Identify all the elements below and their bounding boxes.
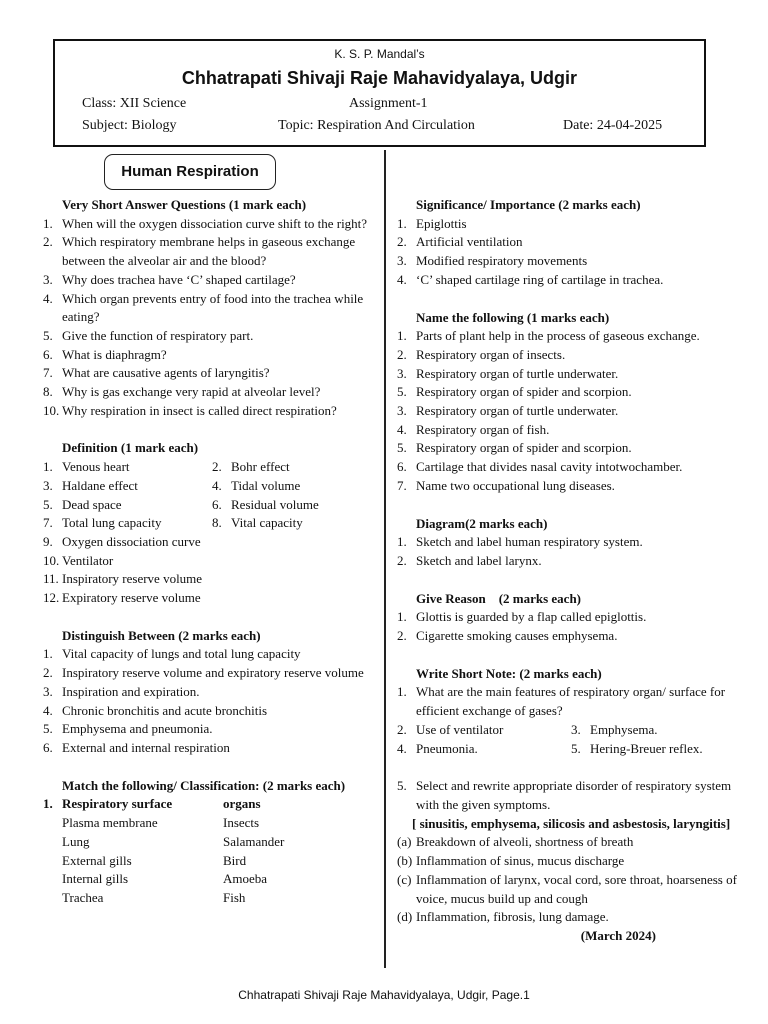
list-row: [397, 721, 737, 740]
list-row: [43, 496, 373, 515]
date-label: Date: 24-04-2025: [563, 118, 663, 133]
list-text: Haldane effect: [62, 477, 138, 493]
list-item: [43, 477, 204, 496]
definition-list: [43, 533, 373, 608]
list-item: [397, 608, 737, 627]
list-item: [397, 721, 563, 740]
list-text: Emphysema.: [590, 721, 658, 737]
list-number: (a): [397, 834, 412, 850]
list-item: [397, 365, 737, 384]
list-item: [43, 383, 373, 402]
list-number: 12.: [43, 590, 60, 606]
list-number: 2.: [397, 628, 407, 644]
list-text: Modified respiratory movements: [416, 253, 588, 269]
list-text: Cigarette smoking causes emphysema.: [416, 628, 618, 644]
list-text: Respiratory organ of turtle underwater.: [416, 403, 619, 419]
chapter-title: Human Respiration: [104, 154, 276, 190]
disorder-list: [397, 833, 737, 927]
list-text: Parts of plant help in the process of gaseous exchange.: [416, 328, 700, 344]
year-note: (March 2024): [580, 927, 656, 943]
list-item: [397, 740, 563, 759]
list-number: 2.: [212, 459, 222, 475]
list-text: ‘C’ shaped cartilage ring of cartilage in trachea.: [416, 271, 664, 287]
distinguish-list: [43, 645, 373, 757]
list-number: 2.: [397, 552, 407, 568]
list-text: Inspiration and expiration.: [62, 683, 200, 699]
list-text: Breakdown of alveoli, shortness of breath: [416, 834, 634, 850]
list-number: 1.: [43, 646, 53, 662]
list-item: [43, 364, 373, 383]
list-item: [204, 514, 373, 533]
list-text: Dead space: [62, 496, 122, 512]
list-text: Chronic bronchitis and acute bronchitis: [62, 702, 268, 718]
respiratory-surface: Lung: [62, 833, 90, 849]
list-number: 4.: [397, 271, 407, 287]
list-text: Glottis is guarded by a flap called epiglottis.: [416, 609, 647, 625]
list-text: When will the oxygen dissociation curve shift to the right?: [62, 215, 368, 231]
list-number: 8.: [43, 384, 53, 400]
list-item: [397, 421, 737, 440]
significance-list: [397, 215, 737, 290]
section-title: Definition (1 mark each): [62, 440, 199, 456]
respiratory-surface: Plasma membrane: [62, 815, 158, 831]
organism: Salamander: [223, 833, 285, 849]
list-number: 5.: [397, 384, 407, 400]
list-item: [563, 721, 737, 740]
list-number: 4.: [397, 421, 407, 437]
organism: Bird: [223, 852, 247, 868]
section-title: Give Reason (2 marks each): [416, 590, 582, 606]
list-item: [43, 739, 373, 758]
list-item: [397, 439, 737, 458]
list-number: 4.: [43, 290, 53, 306]
list-item: [43, 720, 373, 739]
list-item: [397, 552, 737, 571]
list-number: 4.: [397, 740, 407, 756]
list-item: [43, 271, 373, 290]
list-number: 1.: [397, 684, 407, 700]
list-number: 1.: [397, 534, 407, 550]
list-item: [43, 589, 373, 608]
list-text: Pneumonia.: [416, 740, 478, 756]
list-number: 5.: [571, 740, 581, 756]
list-item: [43, 664, 373, 683]
list-item: [43, 570, 373, 589]
list-item: [43, 702, 373, 721]
list-text: Oxygen dissociation curve: [62, 533, 201, 549]
match-table: [43, 814, 373, 908]
list-number: 1.: [43, 796, 53, 812]
list-number: 2.: [397, 234, 407, 250]
list-text: Which organ prevents entry of food into the trachea while eating?: [62, 290, 364, 325]
list-text: Respiratory organ of turtle underwater.: [416, 365, 619, 381]
list-item: [397, 402, 737, 421]
list-text: Respiratory organ of insects.: [416, 346, 566, 362]
respiratory-surface: Trachea: [62, 889, 104, 905]
respiratory-surface: Internal gills: [62, 871, 129, 887]
list-number: 6.: [43, 346, 53, 362]
list-text: Sketch and label human respiratory system.: [416, 534, 643, 550]
list-text: Inflammation of larynx, vocal cord, sore throat, hoarseness of voice, mucus build up and cough: [416, 871, 737, 906]
list-text: Cartilage that divides nasal cavity intotwochamber.: [416, 459, 683, 475]
list-item: [204, 496, 373, 515]
list-text: Expiratory reserve volume: [62, 590, 201, 606]
list-text: Venous heart: [62, 459, 130, 475]
list-number: 6.: [212, 496, 222, 512]
list-item: [397, 383, 737, 402]
list-number: 11.: [43, 571, 59, 587]
list-text: What is diaphragm?: [62, 346, 167, 362]
list-text: What are the main features of respiratory organ/ surface for efficient exchange of gases?: [416, 684, 726, 719]
list-text: Inspiratory reserve volume and expiratory reserve volume: [62, 665, 364, 681]
list-item: [397, 533, 737, 552]
list-text: Ventilator: [62, 552, 114, 568]
list-number: 5.: [397, 440, 407, 456]
list-number: 8.: [212, 515, 222, 531]
match-column-heading: organs: [223, 796, 261, 812]
list-number: 3.: [43, 271, 53, 287]
list-item: [397, 852, 737, 871]
list-item: [43, 327, 373, 346]
list-item: [397, 252, 737, 271]
list-text: Respiratory organ of spider and scorpion.: [416, 384, 632, 400]
list-item: [397, 871, 737, 908]
list-item: [204, 458, 373, 477]
organism: Amoeba: [223, 871, 268, 887]
list-number: 2.: [397, 721, 407, 737]
list-number: 3.: [397, 365, 407, 381]
section-title: Name the following (1 marks each): [416, 309, 610, 325]
match-row: [43, 889, 373, 908]
list-text: Why is gas exchange very rapid at alveolar level?: [62, 384, 321, 400]
list-item: [563, 740, 737, 759]
list-text: Artificial ventilation: [416, 234, 523, 250]
list-item: [43, 215, 373, 234]
section-title: Write Short Note: (2 marks each): [416, 665, 602, 681]
match-header-row: [43, 795, 373, 814]
list-number: 5.: [43, 327, 53, 343]
list-text: Vital capacity of lungs and total lung capacity: [62, 646, 301, 662]
list-text: Which respiratory membrane helps in gaseous exchange between the alveolar air and the blood?: [62, 234, 356, 269]
section-title: Distinguish Between (2 marks each): [62, 627, 261, 643]
list-number: 1.: [397, 215, 407, 231]
list-number: 7.: [43, 515, 53, 531]
name-list: [397, 327, 737, 495]
list-item: [397, 271, 737, 290]
list-text: Inspiratory reserve volume: [62, 571, 203, 587]
list-item: [43, 552, 373, 571]
list-item: [397, 908, 737, 927]
section-title: Significance/ Importance (2 marks each): [416, 197, 641, 212]
organism: Fish: [223, 889, 246, 905]
list-text: Why does trachea have ‘C’ shaped cartilage?: [62, 271, 296, 287]
list-text: Use of ventilator: [416, 721, 504, 737]
list-item: [397, 215, 737, 234]
list-text: Give the function of respiratory part.: [62, 327, 254, 343]
list-number: 3.: [571, 721, 581, 737]
reason-list: [397, 608, 737, 645]
list-text: Epiglottis: [416, 215, 467, 231]
list-item: [43, 233, 373, 270]
list-text: Inflammation, fibrosis, lung damage.: [416, 909, 609, 925]
list-text: What are causative agents of laryngitis?: [62, 365, 270, 381]
list-item: [43, 346, 373, 365]
list-item: [43, 683, 373, 702]
section-title: Very Short Answer Questions (1 mark each): [62, 197, 307, 212]
class-label: Class: XII Science: [82, 96, 187, 111]
list-text: Select and rewrite appropriate disorder of respiratory system with the given symptoms.: [416, 778, 732, 812]
organization-name: K. S. P. Mandal’s: [334, 47, 425, 61]
list-item: [43, 533, 373, 552]
list-row: [43, 477, 373, 496]
list-item: [397, 777, 737, 814]
list-number: 10.: [43, 402, 60, 418]
respiratory-surface: External gills: [62, 852, 132, 868]
list-number: 5.: [43, 496, 53, 512]
list-text: External and internal respiration: [62, 739, 230, 755]
list-number: 6.: [397, 459, 407, 475]
list-number: (b): [397, 853, 413, 869]
section-title: Diagram(2 marks each): [416, 515, 548, 531]
list-text: Bohr effect: [231, 459, 290, 475]
list-item: [397, 233, 737, 252]
list-row: [43, 458, 373, 477]
topic-label: Topic: Respiration And Circulation: [278, 118, 475, 133]
vsa-list: [43, 215, 373, 421]
list-number: 6.: [43, 739, 53, 755]
list-text: Respiratory organ of fish.: [416, 421, 550, 437]
list-number: 9.: [43, 533, 53, 549]
list-text: Why respiration in insect is called direct respiration?: [62, 402, 337, 418]
list-number: 4.: [43, 702, 53, 718]
list-text: Name two occupational lung diseases.: [416, 477, 615, 493]
list-number: 3.: [43, 477, 53, 493]
match-column-heading: Respiratory surface: [62, 796, 173, 812]
list-item: [397, 627, 737, 646]
list-number: 5.: [397, 778, 407, 794]
organism: Insects: [223, 815, 260, 831]
section-title: Match the following/ Classification: (2 marks each): [62, 777, 346, 793]
list-number: 3.: [397, 403, 407, 419]
list-text: Sketch and label larynx.: [416, 552, 542, 568]
list-text: Hering-Breuer reflex.: [590, 740, 703, 756]
column-divider: [384, 150, 386, 968]
list-number: 1.: [397, 609, 407, 625]
left-column: [43, 196, 373, 908]
college-name: Chhatrapati Shivaji Raje Mahavidyalaya, Udgir: [181, 68, 578, 88]
list-text: Emphysema and pneumonia.: [62, 721, 213, 737]
list-item: [43, 514, 204, 533]
list-number: 1.: [43, 459, 53, 475]
list-text: Respiratory organ of spider and scorpion.: [416, 440, 632, 456]
list-item: [43, 496, 204, 515]
list-item: [397, 346, 737, 365]
right-column: [397, 196, 737, 946]
list-text: Residual volume: [231, 496, 319, 512]
list-item: [397, 458, 737, 477]
diagram-list: [397, 533, 737, 570]
definition-grid: [43, 458, 373, 533]
note-list: [397, 683, 737, 720]
header-box: [53, 39, 706, 147]
list-text: Total lung capacity: [62, 515, 162, 531]
list-row: [43, 514, 373, 533]
list-item: [43, 402, 373, 421]
disorder-options: [ sinusitis, emphysema, silicosis and asbestosis, laryngitis]: [412, 815, 731, 831]
note-grid: [397, 721, 737, 758]
list-number: 2.: [43, 234, 53, 250]
match-row: [43, 833, 373, 852]
list-number: 1.: [397, 328, 407, 344]
list-text: Inflammation of sinus, mucus discharge: [416, 853, 625, 869]
list-item: [397, 477, 737, 496]
list-number: 7.: [43, 365, 53, 381]
list-number: 3.: [43, 683, 53, 699]
list-item: [43, 458, 204, 477]
list-item: [43, 290, 373, 327]
list-text: Tidal volume: [231, 477, 301, 493]
list-number: 7.: [397, 477, 407, 493]
subject-label: Subject: Biology: [82, 118, 177, 133]
list-number: 2.: [397, 346, 407, 362]
list-item: [397, 833, 737, 852]
match-row: [43, 870, 373, 889]
list-number: (d): [397, 909, 413, 925]
list-text: Vital capacity: [231, 515, 303, 531]
match-row: [43, 814, 373, 833]
match-row: [43, 852, 373, 871]
list-item: [397, 327, 737, 346]
list-item: [397, 683, 737, 720]
list-number: 1.: [43, 215, 53, 231]
list-number: 3.: [397, 253, 407, 269]
list-item: [204, 477, 373, 496]
list-row: [397, 740, 737, 759]
list-number: 5.: [43, 721, 53, 737]
list-item: [43, 645, 373, 664]
list-number: (c): [397, 871, 412, 887]
assignment-label: Assignment-1: [349, 96, 428, 111]
list-number: 4.: [212, 477, 222, 493]
list-number: 10.: [43, 552, 60, 568]
list-number: 2.: [43, 665, 53, 681]
page-footer: Chhatrapati Shivaji Raje Mahavidyalaya, Udgir, Page.1: [238, 988, 530, 1002]
